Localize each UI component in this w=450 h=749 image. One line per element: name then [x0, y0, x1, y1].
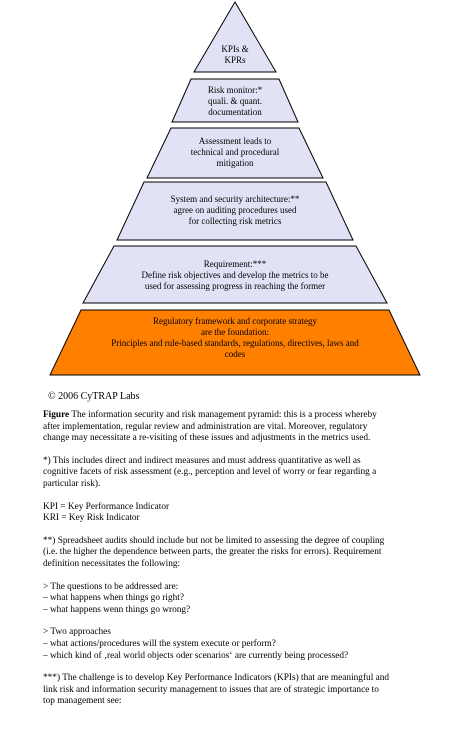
list-item: – what actions/procedures will the system execute or perform? — [43, 638, 276, 649]
footnote-line: *) This includes direct and indirect measures and must address quantitative as well as — [43, 455, 361, 466]
footnote-1 — [43, 456, 443, 491]
list-item: > Two approaches — [43, 627, 111, 638]
caption-line: change may necessitate a re-visiting of these issues and adjustments in the metrics used. — [43, 433, 371, 444]
approaches-list — [43, 627, 443, 662]
tier-6-line: are the foundation: — [201, 327, 269, 337]
list-item: > The questions to be addressed are: — [43, 581, 179, 592]
footnote-line: definition necessitates the following: — [43, 558, 181, 569]
list-item: – which kind of ‚real world objects oder scenarios‘ are currently being processed? — [43, 650, 349, 661]
tier-6-line: codes — [224, 349, 246, 359]
figure-description — [43, 410, 443, 719]
footnote-line: link risk and information security management to issues that are of strategic importance to — [43, 684, 379, 695]
footnote-line: particular risk). — [43, 478, 101, 489]
footnote-line: ***) The challenge is to develop Key Performance Indicators (KPIs) that are meaningful and — [43, 673, 390, 684]
tier-5-line: Requirement:*** — [203, 259, 267, 269]
tier-3-line: mitigation — [216, 158, 254, 168]
footnote-line: **) Spreadsheet audits should include but not be limited to assessing the degree of coupling — [43, 535, 385, 546]
tier-4-line: agree on auditing procedures used — [173, 205, 297, 215]
figure-caption — [43, 410, 443, 445]
pyramid-tier-1-label — [195, 44, 275, 66]
abbreviations — [43, 502, 443, 525]
tier-2-line: quali. & quant. — [208, 96, 262, 106]
tier-6-line: Regulatory framework and corporate strategy — [153, 316, 317, 326]
tier-2-line: documentation — [208, 107, 262, 117]
questions-list — [43, 582, 443, 617]
footnote-line: top management see: — [43, 696, 122, 707]
pyramid-tier-5-label — [105, 259, 365, 292]
caption-line: after implementation, regular review and administration are vital. Moreover, regulatory — [43, 421, 368, 432]
pyramid-tier-2-label — [178, 85, 292, 118]
copyright-notice: © 2006 CyTRAP Labs — [48, 391, 140, 402]
figure-label: Figure — [43, 410, 70, 420]
tier-4-line: for collecting risk metrics — [188, 216, 282, 226]
list-item: – what happens when things go right? — [43, 593, 184, 604]
pyramid-tier-6-label — [70, 316, 400, 360]
tier-1-line: KPRs — [224, 55, 246, 65]
footnote-2 — [43, 536, 443, 571]
kpi-definition: KPI = Key Performance Indicator — [43, 501, 170, 512]
list-item: – what happens wenn things go wrong? — [43, 604, 191, 615]
tier-5-line: used for assessing progress in reaching the former — [144, 281, 326, 291]
tier-1-line: KPIs & — [221, 44, 249, 54]
tier-4-line: System and security architecture:** — [170, 194, 300, 204]
footnote-3 — [43, 673, 443, 708]
pyramid-tier-3-label — [160, 136, 310, 169]
tier-6-line: Principles and rule-based standards, regulations, directives, laws and — [111, 338, 359, 348]
pyramid-tier-4-label — [135, 194, 335, 227]
caption-text: The information security and risk management pyramid: this is a process whereby — [71, 410, 377, 420]
kri-definition: KRI = Key Risk Indicator — [43, 513, 140, 524]
tier-2-line: Risk monitor:* — [207, 85, 263, 95]
footnote-line: (i.e. the higher the dependence between parts, the greater the risks for errors). Requirement — [43, 547, 382, 558]
tier-5-line: Define risk objectives and develop the metrics to be — [141, 270, 329, 280]
tier-3-line: Assessment leads to — [198, 136, 272, 146]
footnote-line: cognitive facets of risk assessment (e.g., perception and level of worry or fear regarding a — [43, 467, 377, 478]
caption-line — [43, 410, 443, 422]
tier-3-line: technical and procedural — [190, 147, 280, 157]
